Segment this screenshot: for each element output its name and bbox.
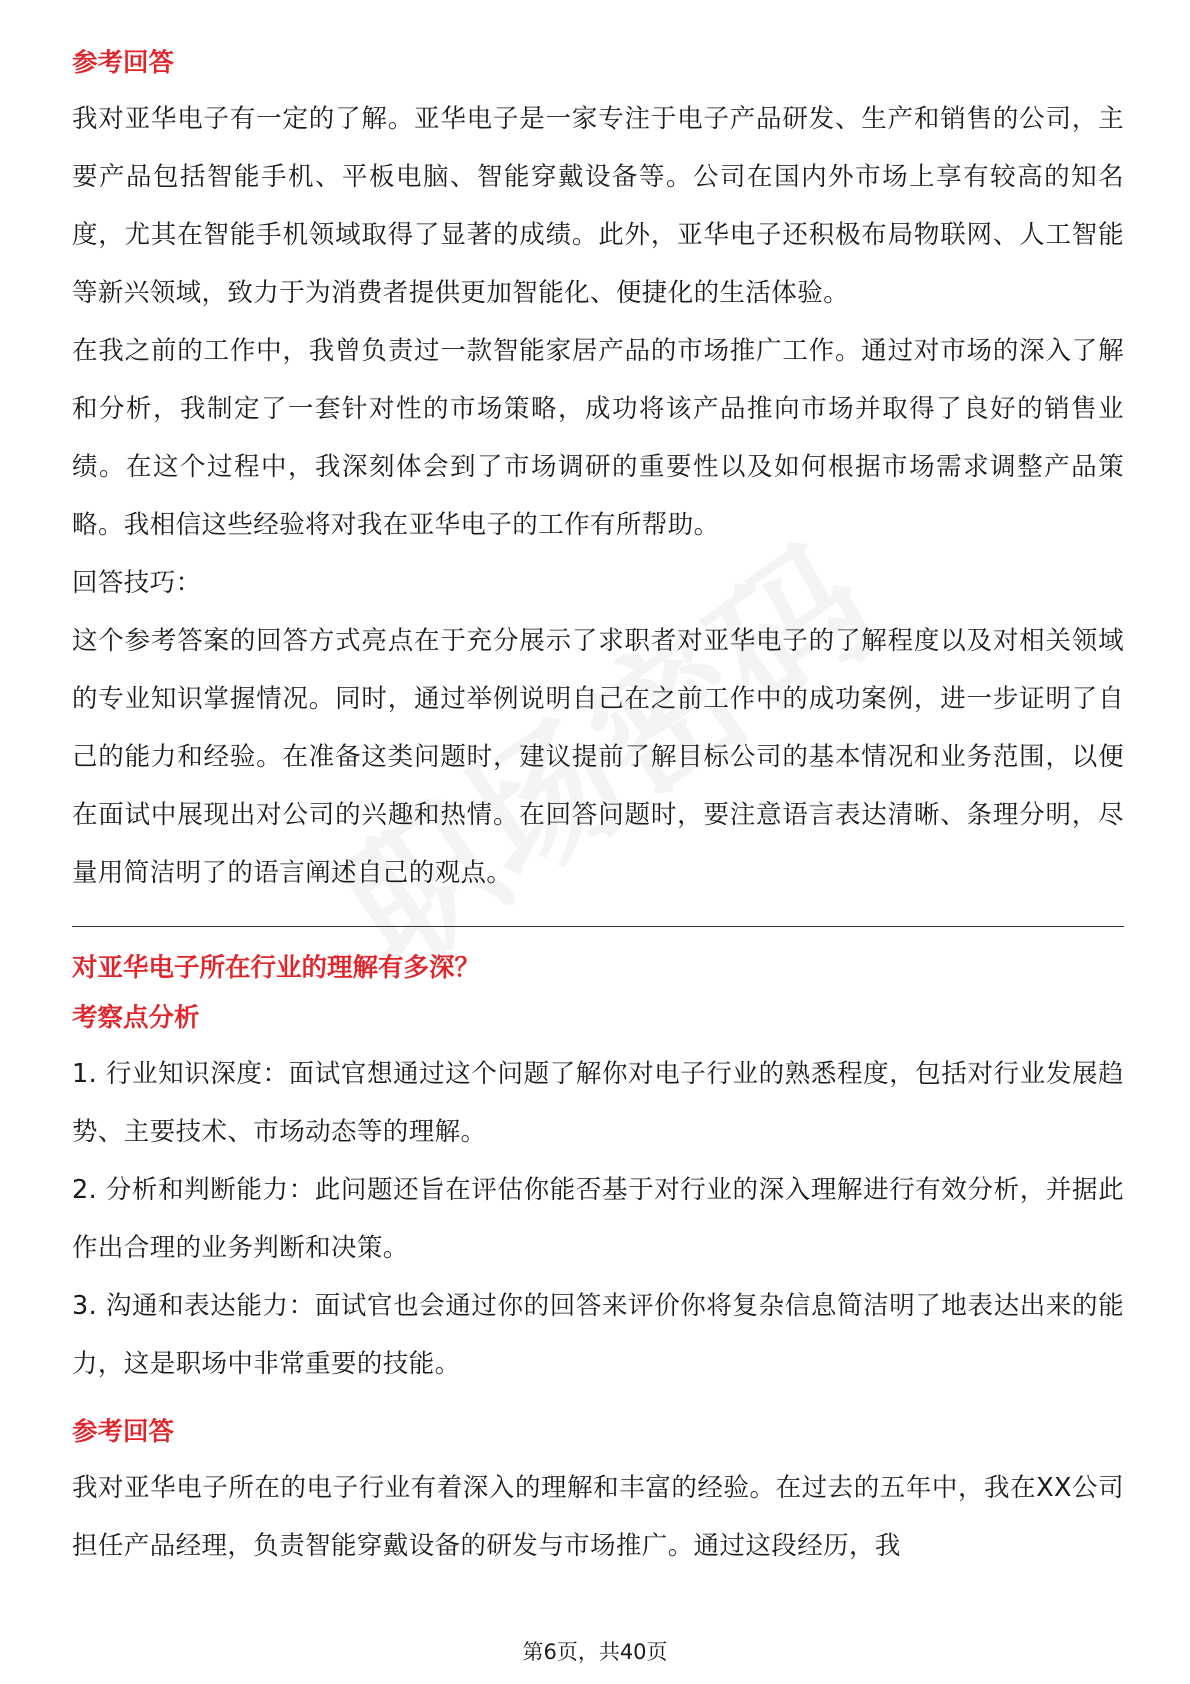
reference-answer-heading: 参考回答 <box>72 48 175 78</box>
reference-answer-heading-2: 参考回答 <box>72 1417 175 1447</box>
page-number: 第6页，共40页 <box>522 1640 668 1664</box>
answer-paragraph-3: 我对亚华电子所在的电子行业有着深入的理解和丰富的经验。在过去的五年中，我在XX公司担任产品经理，负责智能穿戴设备的研发与市场推广。通过这段经历，我 <box>72 1473 1124 1561</box>
answer-paragraph-2: 在我之前的工作中，我曾负责过一款智能家居产品的市场推广工作。通过对市场的深入了解和分析，我制定了一套针对性的市场策略，成功将该产品推向市场并取得了良好的销售业绩。在这个过程中，我深刻体会到了市场调研的重要性以及如何根据市场需求调整产品策略。我相信这些经验将对我在亚华电子的工作有所帮助。 <box>72 336 1124 540</box>
analysis-point-3: 3. 沟通和表达能力：面试官也会通过你的回答来评价你将复杂信息简洁明了地表达出来的能力，这是职场中非常重要的技能。 <box>72 1291 1124 1379</box>
analysis-heading: 考察点分析 <box>72 1003 200 1033</box>
question-title: 对亚华电子所在行业的理解有多深？ <box>72 953 481 983</box>
analysis-point-1: 1. 行业知识深度：面试官想通过这个问题了解你对电子行业的熟悉程度，包括对行业发展趋势、主要技术、市场动态等的理解。 <box>72 1059 1124 1147</box>
tips-paragraph: 这个参考答案的回答方式亮点在于充分展示了求职者对亚华电子的了解程度以及对相关领域的专业知识掌握情况。同时，通过举例说明自己在之前工作中的成功案例，进一步证明了自己的能力和经验。在准备这类问题时，建议提前了解目标公司的基本情况和业务范围，以便在面试中展现出对公司的兴趣和热情。在回答问题时，要注意语言表达清晰、条理分明，尽量用简洁明了的语言阐述自己的观点。 <box>72 626 1124 888</box>
spacer <box>72 1393 1124 1413</box>
tips-label: 回答技巧： <box>72 568 202 598</box>
section-divider <box>72 926 1124 927</box>
answer-paragraph-1: 我对亚华电子有一定的了解。亚华电子是一家专注于电子产品研发、生产和销售的公司，主要产品包括智能手机、平板电脑、智能穿戴设备等。公司在国内外市场上享有较高的知名度，尤其在智能手机领域取得了显著的成绩。此外，亚华电子还积极布局物联网、人工智能等新兴领域，致力于为消费者提供更加智能化、便捷化的生活体验。 <box>72 104 1124 308</box>
document-page <box>72 44 1124 1575</box>
analysis-point-2: 2. 分析和判断能力：此问题还旨在评估你能否基于对行业的深入理解进行有效分析，并据此作出合理的业务判断和决策。 <box>72 1175 1124 1263</box>
